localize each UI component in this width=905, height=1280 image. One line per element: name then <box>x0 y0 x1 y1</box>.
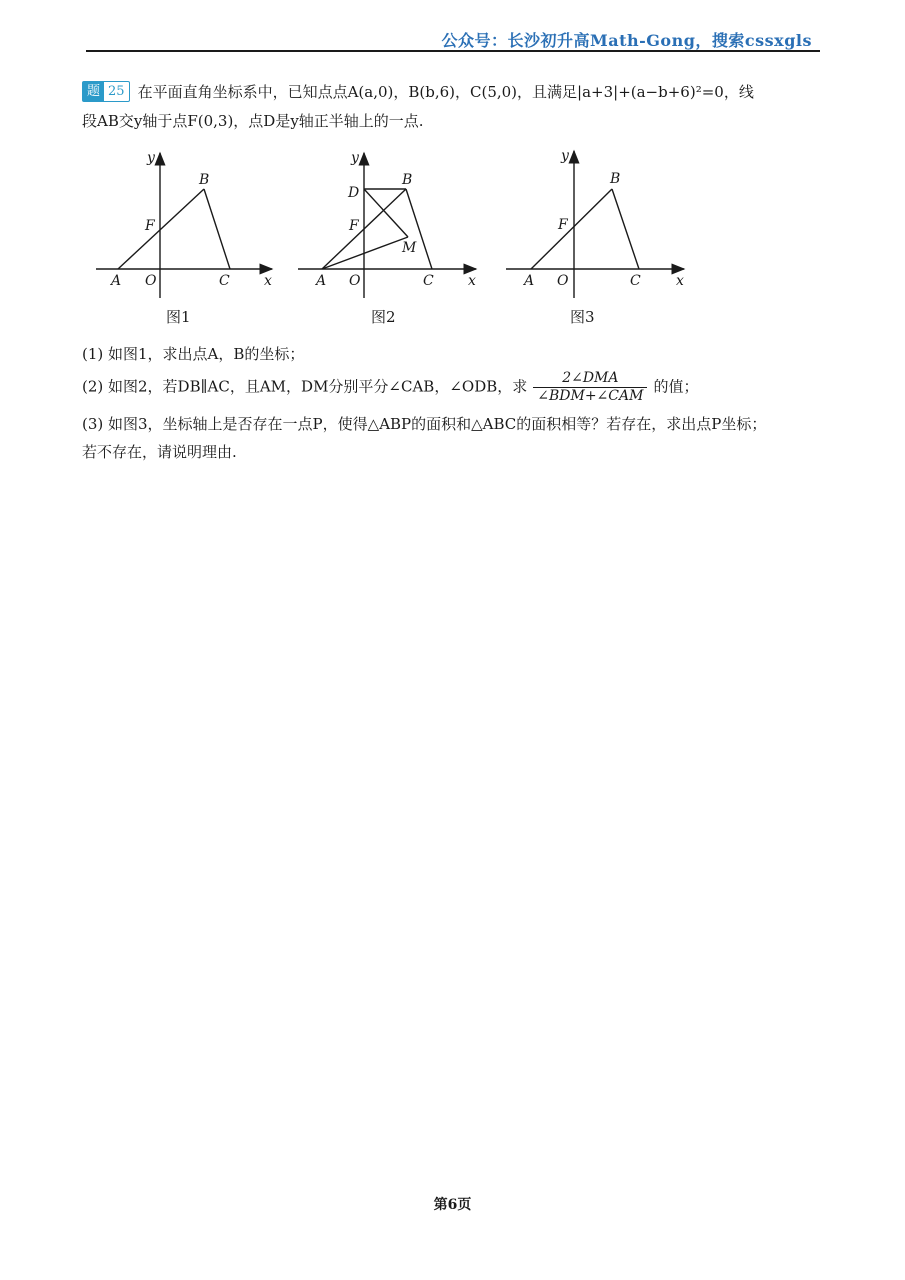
q3-line-1: (3) 如图3，坐标轴上是否存在一点P，使得△ABP的面积和△ABC的面积相等？若存在，求出点P坐标； <box>82 415 767 433</box>
q3-line-2: 若不存在，请说明理由. <box>82 443 237 461</box>
figures-svg <box>90 143 700 303</box>
fig3-label-y: y <box>561 148 569 164</box>
fig2-label-o: O <box>349 273 361 289</box>
question-3 <box>82 410 827 466</box>
fig2-label-c: C <box>423 273 434 289</box>
fig2-segment-dm <box>364 189 408 237</box>
problem-stem <box>82 78 822 136</box>
fig2-label-f: F <box>349 218 359 234</box>
fig1-label-f: F <box>145 218 155 234</box>
badge-label: 题 <box>83 82 104 101</box>
fig2-label-y: y <box>351 150 359 166</box>
q2-fraction <box>533 370 647 405</box>
caption-fig1: 图1 <box>166 308 191 326</box>
fig3-label-a: A <box>524 273 535 289</box>
q2-numerator: 2∠DMA <box>533 370 647 388</box>
fig1-segment-ab <box>118 189 204 269</box>
fig3-label-o: O <box>557 273 569 289</box>
q2-suffix: 的值； <box>653 377 699 396</box>
fig2-label-m: M <box>402 240 417 256</box>
page-header <box>86 26 820 52</box>
q2-denominator: ∠BDM+∠CAM <box>537 388 644 404</box>
fig3-label-f: F <box>558 217 568 233</box>
fig3-label-c: C <box>630 273 641 289</box>
fig2-segment-am <box>322 237 408 269</box>
fig3-label-x: x <box>676 273 684 289</box>
fig1-label-o: O <box>145 273 157 289</box>
question-2 <box>82 370 827 405</box>
fig1-label-c: C <box>219 273 230 289</box>
caption-fig3: 图3 <box>570 308 595 326</box>
fig2-segment-bc <box>406 189 432 269</box>
fig1-label-b: B <box>199 172 210 188</box>
fig3-label-b: B <box>610 171 621 187</box>
problem-badge <box>82 81 130 102</box>
fig2-label-b: B <box>402 172 413 188</box>
fig1-label-y: y <box>147 150 155 166</box>
fig2-label-a: A <box>316 273 327 289</box>
figures <box>90 143 700 307</box>
header-text: 公众号：长沙初升高Math-Gong，搜索cssxgls <box>441 31 812 50</box>
fig1-label-x: x <box>264 273 272 289</box>
fig1-label-a: A <box>111 273 122 289</box>
question-1: (1) 如图1，求出点A，B的坐标； <box>82 345 305 363</box>
fig1-segment-bc <box>204 189 230 269</box>
fig3-segment-ab <box>531 189 612 269</box>
badge-number: 25 <box>108 84 125 99</box>
stem-line-1: 在平面直角坐标系中，已知点点A(a,0)，B(b,6)，C(5,0)，且满足|a+3|+(a−b+6)²=0，线 <box>137 83 754 101</box>
caption-fig2: 图2 <box>371 308 396 326</box>
figure-1 <box>96 153 272 298</box>
fig3-segment-bc <box>612 189 639 269</box>
fig2-label-d: D <box>348 185 360 201</box>
q2-prefix: (2) 如图2，若DB∥AC，且AM，DM分别平分∠CAB，∠ODB，求 <box>82 377 528 396</box>
page-number: 第6页 <box>433 1197 472 1213</box>
fig2-label-x: x <box>468 273 476 289</box>
stem-line-2: 段AB交y轴于点F(0,3)，点D是y轴正半轴上的一点. <box>82 112 424 130</box>
